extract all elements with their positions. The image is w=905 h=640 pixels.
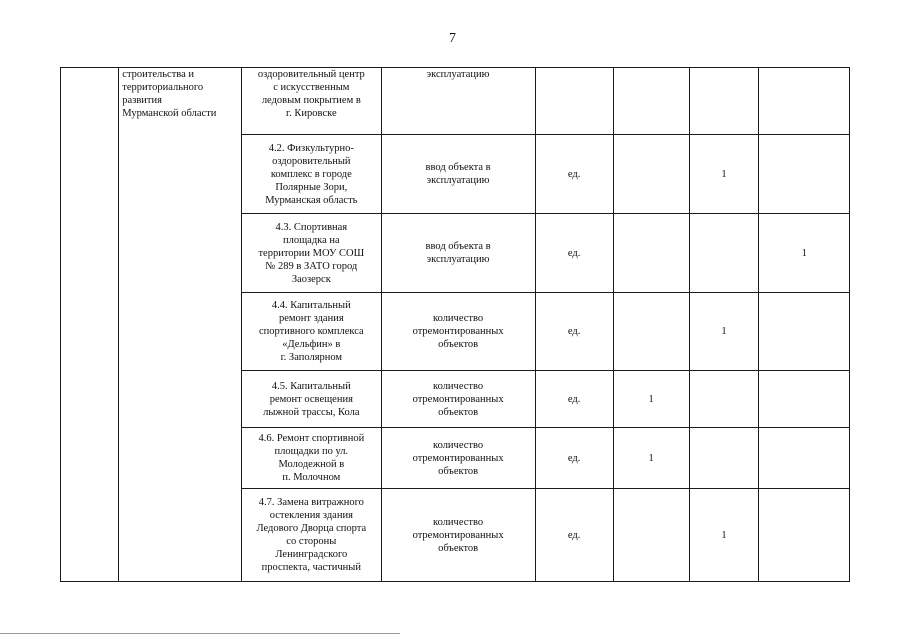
event-cell bbox=[242, 293, 381, 371]
indicator-cell bbox=[381, 293, 535, 371]
value-cell-2 bbox=[689, 489, 759, 582]
unit-cell bbox=[535, 135, 613, 214]
indicator-cell bbox=[381, 214, 535, 293]
unit-text: ед. bbox=[567, 529, 581, 541]
event-cell bbox=[242, 135, 381, 214]
indicator-text: количество отремонтированных объектов bbox=[412, 439, 504, 477]
event-text: 4.2. Физкультурно- оздоровительный комплекс в городе Полярные Зори, Мурманская область bbox=[265, 142, 358, 206]
unit-cell bbox=[535, 68, 613, 135]
indicator-text: количество отремонтированных объектов bbox=[412, 380, 504, 418]
event-cell bbox=[242, 371, 381, 428]
value-cell-2 bbox=[689, 214, 759, 293]
event-text: 4.6. Ремонт спортивной площадки по ул. Молодежной в п. Молочном bbox=[258, 433, 365, 483]
value-text-3: 1 bbox=[801, 247, 807, 259]
event-cell bbox=[242, 68, 381, 135]
unit-cell bbox=[535, 214, 613, 293]
indicator-text: количество отремонтированных объектов bbox=[412, 516, 504, 554]
value-cell-3 bbox=[759, 68, 850, 135]
indicator-cell bbox=[381, 489, 535, 582]
event-text: оздоровительный центр с искусственным ледовым покрытием в г. Кировске bbox=[257, 69, 365, 119]
indicator-cell bbox=[381, 428, 535, 489]
value-cell-2 bbox=[689, 428, 759, 489]
value-cell-3 bbox=[759, 135, 850, 214]
unit-text: ед. bbox=[567, 452, 581, 464]
unit-text: ед. bbox=[567, 393, 581, 405]
event-text: 4.4. Капитальный ремонт здания спортивного комплекса «Дельфин» в г. Заполярном bbox=[258, 300, 364, 363]
unit-cell bbox=[535, 489, 613, 582]
value-cell-2 bbox=[689, 68, 759, 135]
event-cell bbox=[242, 489, 381, 582]
unit-cell bbox=[535, 428, 613, 489]
value-text-2: 1 bbox=[721, 168, 727, 180]
value-cell-2 bbox=[689, 293, 759, 371]
value-text-2: 1 bbox=[721, 326, 727, 337]
value-cell-1 bbox=[613, 428, 689, 489]
unit-text: ед. bbox=[567, 247, 581, 259]
indicator-text: эксплуатацию bbox=[426, 69, 490, 80]
unit-text: ед. bbox=[567, 326, 581, 337]
program-table bbox=[60, 67, 850, 582]
indicator-cell bbox=[381, 371, 535, 428]
unit-cell bbox=[535, 293, 613, 371]
page-number: 7 bbox=[449, 31, 456, 46]
event-text: 4.3. Спортивная площадка на территории МОУ СОШ № 289 в ЗАТО город Заозерск bbox=[258, 221, 365, 285]
indicator-cell bbox=[381, 135, 535, 214]
indicator-text: количество отремонтированных объектов bbox=[412, 313, 504, 350]
responsible-cell bbox=[119, 68, 242, 582]
value-text-2: 1 bbox=[721, 529, 727, 541]
event-cell bbox=[242, 428, 381, 489]
event-cell bbox=[242, 214, 381, 293]
value-cell-3 bbox=[759, 428, 850, 489]
value-cell-3 bbox=[759, 293, 850, 371]
value-cell-1 bbox=[613, 293, 689, 371]
value-cell-2 bbox=[689, 135, 759, 214]
value-text-1: 1 bbox=[648, 452, 654, 464]
event-text: 4.7. Замена витражного остекления здания Ледового Дворца спорта со стороны Ленинградского проспекта, частичный bbox=[256, 497, 367, 573]
value-cell-3 bbox=[759, 489, 850, 582]
value-cell-2 bbox=[689, 371, 759, 428]
value-cell-1 bbox=[613, 371, 689, 428]
value-cell-1 bbox=[613, 135, 689, 214]
value-cell-3 bbox=[759, 371, 850, 428]
scan-edge-line bbox=[0, 633, 400, 634]
value-text-1: 1 bbox=[648, 393, 654, 405]
indicator-text: ввод объекта в эксплуатацию bbox=[425, 162, 491, 186]
event-text: 4.5. Капитальный ремонт освещения лыжной трассы, Кола bbox=[263, 380, 360, 418]
value-cell-1 bbox=[613, 68, 689, 135]
value-cell-1 bbox=[613, 214, 689, 293]
responsible-text: строительства и территориального развития Мурманской области bbox=[122, 69, 217, 119]
value-cell-3 bbox=[759, 214, 850, 293]
value-cell-1 bbox=[613, 489, 689, 582]
indicator-text: ввод объекта в эксплуатацию bbox=[425, 241, 491, 265]
unit-cell bbox=[535, 371, 613, 428]
indicator-cell bbox=[381, 68, 535, 135]
unit-text: ед. bbox=[567, 168, 581, 180]
table-row bbox=[61, 68, 850, 135]
number-cell bbox=[61, 68, 119, 582]
